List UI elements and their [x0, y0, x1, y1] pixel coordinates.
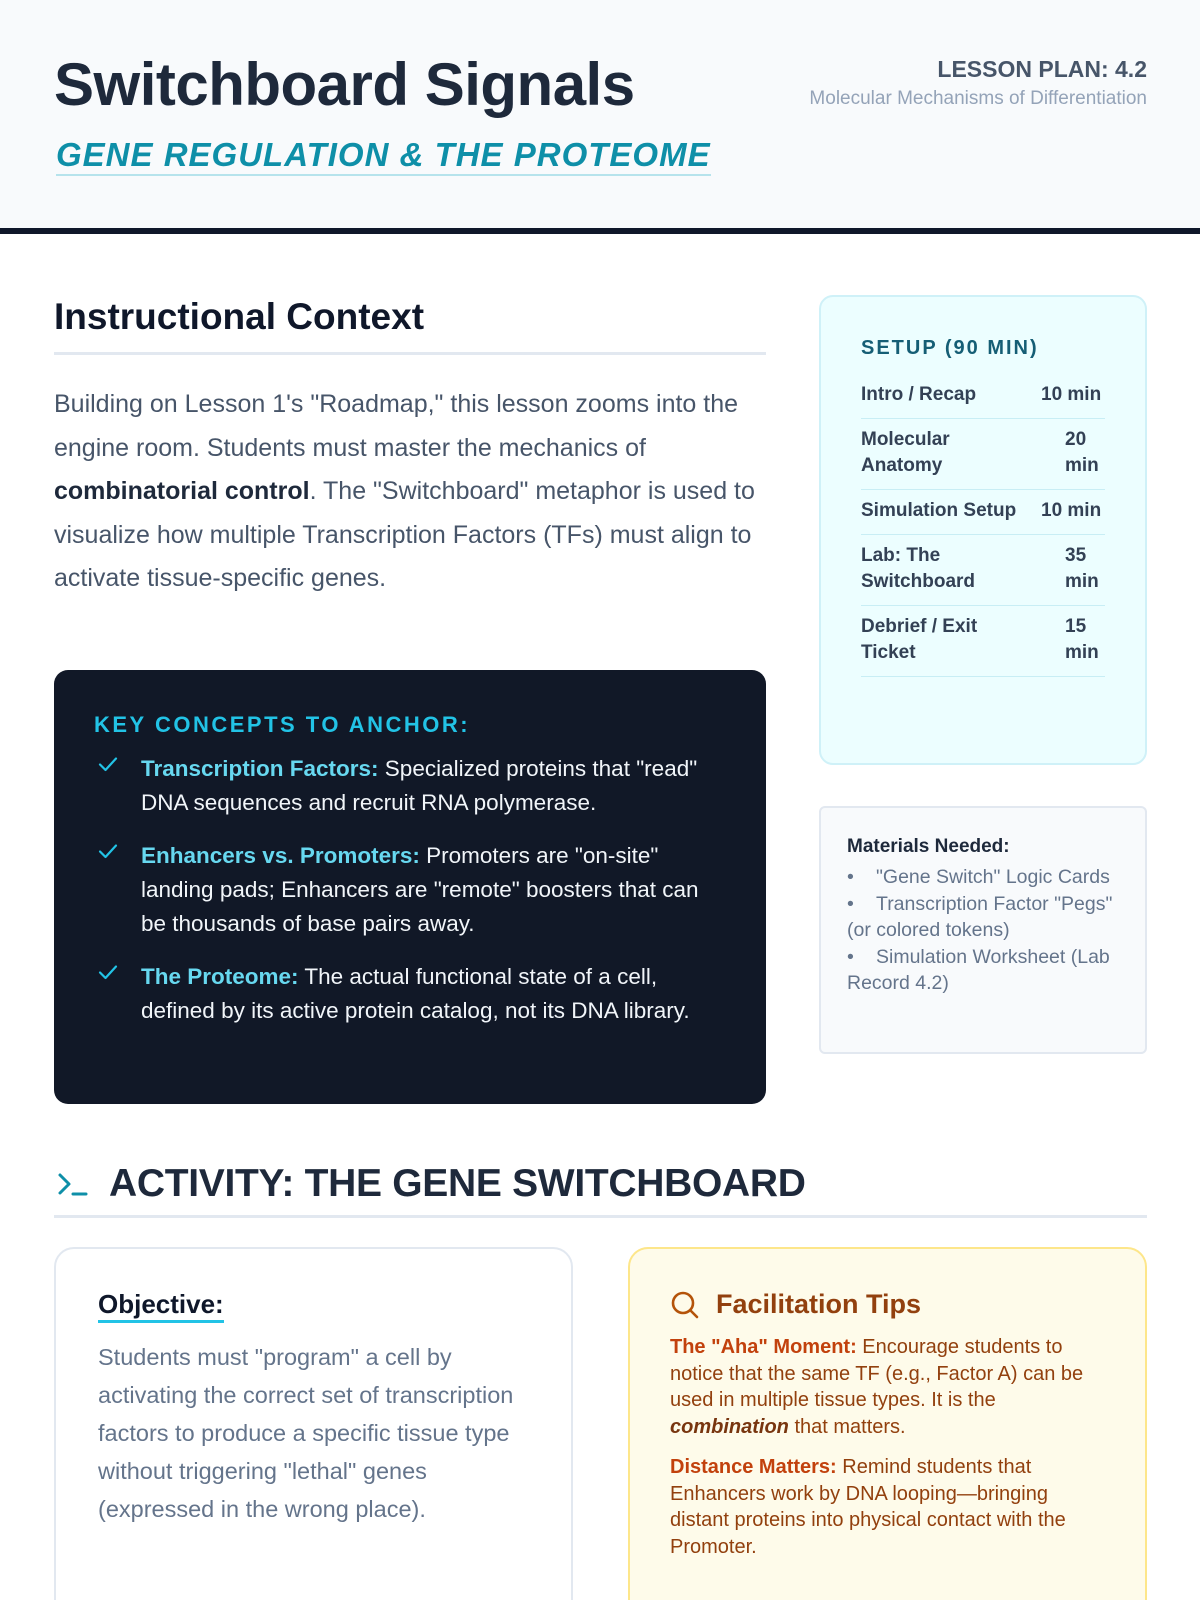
- schedule-label: Debrief / Exit Ticket: [861, 616, 978, 663]
- facilitation-tips-card: [628, 1247, 1147, 1600]
- concept-item: [94, 960, 726, 1028]
- context-body-text: Building on Lesson 1's "Roadmap," this lesson zooms into the engine room. Students must master the mechanics of: [54, 390, 739, 462]
- lesson-plan-description: Molecular Mechanisms of Differentiation: [809, 88, 1147, 109]
- check-icon: [96, 839, 120, 863]
- lesson-plan-info: [809, 56, 1147, 110]
- schedule-label: Lab: The Switchboard: [861, 545, 976, 592]
- materials-item-text: "Gene Switch" Logic Cards: [876, 866, 1110, 888]
- tip-text: Remind students that Enhancers work by DNA looping—bringing distant proteins into physical contact with the Promoter.: [670, 1456, 1066, 1558]
- context-body-text-end: . The "Switchboard" metaphor is used to visualize how multiple Transcription Factors (TFs) must align to activate tissue-specific genes.: [54, 477, 755, 592]
- page-subtitle: GENE REGULATION & THE PROTEOME: [56, 136, 711, 176]
- tip-emphasis: combination: [670, 1415, 789, 1438]
- concept-text: The actual functional state of a cell, defined by its active protein catalog, not its DNA library.: [141, 964, 690, 1023]
- schedule-duration: 10 min: [1041, 384, 1102, 405]
- materials-item-text: Simulation Worksheet (Lab Record 4.2): [847, 945, 1110, 994]
- page-title: Switchboard Signals: [54, 51, 635, 118]
- schedule-label: Molecular Anatomy: [861, 429, 950, 476]
- check-icon: [96, 960, 120, 984]
- schedule-label: Intro / Recap: [861, 384, 977, 405]
- activity-heading: [54, 1162, 1147, 1218]
- tip-text-end: that matters.: [788, 1415, 906, 1438]
- tips-header: [670, 1289, 1105, 1320]
- tip-item: [670, 1334, 1105, 1440]
- context-body: [54, 383, 774, 601]
- lesson-plan-number: LESSON PLAN: 4.2: [937, 56, 1147, 82]
- check-icon: [96, 752, 120, 776]
- schedule-duration: 35 min: [1065, 545, 1099, 592]
- page-header: [0, 0, 1200, 234]
- terminal-icon: [56, 1168, 88, 1200]
- tip-text: Encourage students to notice that the same TF (e.g., Factor A) can be used in multiple tissue types. It is the: [670, 1336, 1084, 1411]
- context-body-emphasis: combinatorial control: [54, 477, 310, 505]
- concept-text: Promoters are "on-site" landing pads; Enhancers are "remote" boosters that can be thousands of base pairs away.: [141, 843, 699, 936]
- concept-term: Enhancers vs. Promoters:: [141, 843, 420, 868]
- concept-item: [94, 752, 726, 820]
- materials-item: [847, 864, 1119, 891]
- schedule-row: [861, 490, 1105, 535]
- schedule-row: [861, 419, 1105, 490]
- bullet-icon: •: [847, 866, 854, 888]
- concept-item: [94, 839, 726, 941]
- materials-card: [819, 806, 1147, 1054]
- tip-term: The "Aha" Moment:: [670, 1336, 857, 1358]
- activity-title: ACTIVITY: THE GENE SWITCHBOARD: [109, 1162, 806, 1205]
- objective-body: Students must "program" a cell by activating the correct set of transcription factors to produce a specific tissue type without triggering "lethal" genes (expressed in the wrong place).: [98, 1344, 514, 1522]
- objective-card: [54, 1247, 573, 1600]
- materials-title: Materials Needed:: [847, 836, 1010, 857]
- concept-term: Transcription Factors:: [141, 756, 379, 781]
- search-icon: [670, 1290, 700, 1320]
- objective-title: Objective:: [98, 1289, 224, 1323]
- tip-item: [670, 1454, 1105, 1560]
- schedule-duration: 20 min: [1065, 429, 1099, 476]
- concept-term: The Proteome:: [141, 964, 299, 989]
- schedule-duration: 10 min: [1041, 500, 1102, 521]
- materials-item: [847, 944, 1119, 997]
- key-concepts-panel: [54, 670, 766, 1104]
- schedule-duration: 15 min: [1065, 616, 1099, 663]
- schedule-row: [861, 374, 1105, 419]
- schedule-label: Simulation Setup: [861, 500, 1017, 521]
- setup-title: SETUP (90 MIN): [861, 337, 1039, 359]
- setup-schedule-card: [819, 295, 1147, 765]
- key-concepts-title: KEY CONCEPTS TO ANCHOR:: [94, 712, 471, 737]
- concept-text: Specialized proteins that "read" DNA sequences and recruit RNA polymerase.: [141, 756, 698, 815]
- tip-term: Distance Matters:: [670, 1456, 837, 1478]
- schedule-row: [861, 606, 1105, 677]
- bullet-icon: •: [847, 892, 854, 915]
- context-heading: Instructional Context: [54, 296, 766, 355]
- bullet-icon: •: [847, 945, 854, 968]
- tips-title: Facilitation Tips: [716, 1289, 922, 1319]
- materials-item-text: Transcription Factor "Pegs" (or colored tokens): [847, 892, 1113, 941]
- materials-item: [847, 891, 1119, 944]
- schedule-row: [861, 535, 1105, 606]
